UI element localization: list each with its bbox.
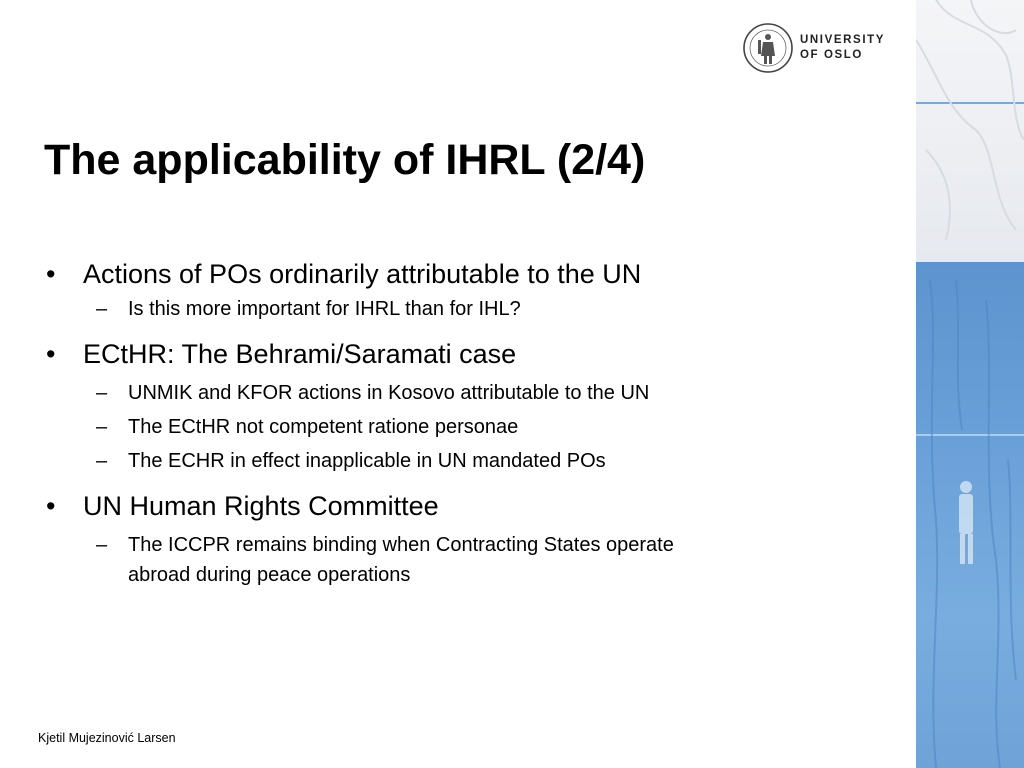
logo-line-1: UNIVERSITY xyxy=(800,34,886,46)
band-relief-art xyxy=(916,0,1024,768)
sub-bullet-item xyxy=(44,412,894,442)
sub-bullet-text: The ECHR in effect inapplicable in UN mandated POs xyxy=(128,450,606,472)
sub-bullet-continuation xyxy=(44,560,894,590)
dash-icon: – xyxy=(96,450,108,472)
sub-bullet-text: abroad during peace operations xyxy=(128,564,411,586)
logo-wordmark xyxy=(800,33,885,63)
dash-icon: – xyxy=(96,298,108,320)
dash-icon: – xyxy=(96,382,108,404)
footer-author: Kjetil Mujezinović Larsen xyxy=(38,731,176,745)
bullet-icon: • xyxy=(46,339,56,369)
university-seal-icon xyxy=(742,22,794,74)
slide-title: The applicability of IHRL (2/4) xyxy=(44,136,646,184)
sub-bullet-item xyxy=(44,446,894,476)
sub-bullet-text: The ICCPR remains binding when Contracting States operate xyxy=(128,534,674,556)
bullet-text: Actions of POs ordinarily attributable to the UN xyxy=(83,259,642,289)
bullet-item xyxy=(44,486,894,526)
bullet-list xyxy=(44,254,894,590)
bullet-icon: • xyxy=(46,259,56,289)
bullet-item xyxy=(44,254,894,294)
bullet-icon: • xyxy=(46,491,56,521)
sub-bullet-item xyxy=(44,294,894,324)
dash-icon: – xyxy=(96,534,108,556)
sub-bullet-item xyxy=(44,378,894,408)
logo-line-2: OF OSLO xyxy=(800,49,863,61)
university-logo xyxy=(742,22,902,74)
sub-bullet-text: Is this more important for IHRL than for IHL? xyxy=(128,298,521,320)
bullet-item xyxy=(44,334,894,374)
sub-bullet-text: The ECtHR not competent ratione personae xyxy=(128,416,519,438)
decorative-side-band xyxy=(916,0,1024,768)
dash-icon: – xyxy=(96,416,108,438)
sub-bullet-item xyxy=(44,530,894,560)
sub-bullet-text: UNMIK and KFOR actions in Kosovo attributable to the UN xyxy=(128,382,650,404)
bullet-text: UN Human Rights Committee xyxy=(83,491,439,521)
bullet-text: ECtHR: The Behrami/Saramati case xyxy=(83,339,517,369)
